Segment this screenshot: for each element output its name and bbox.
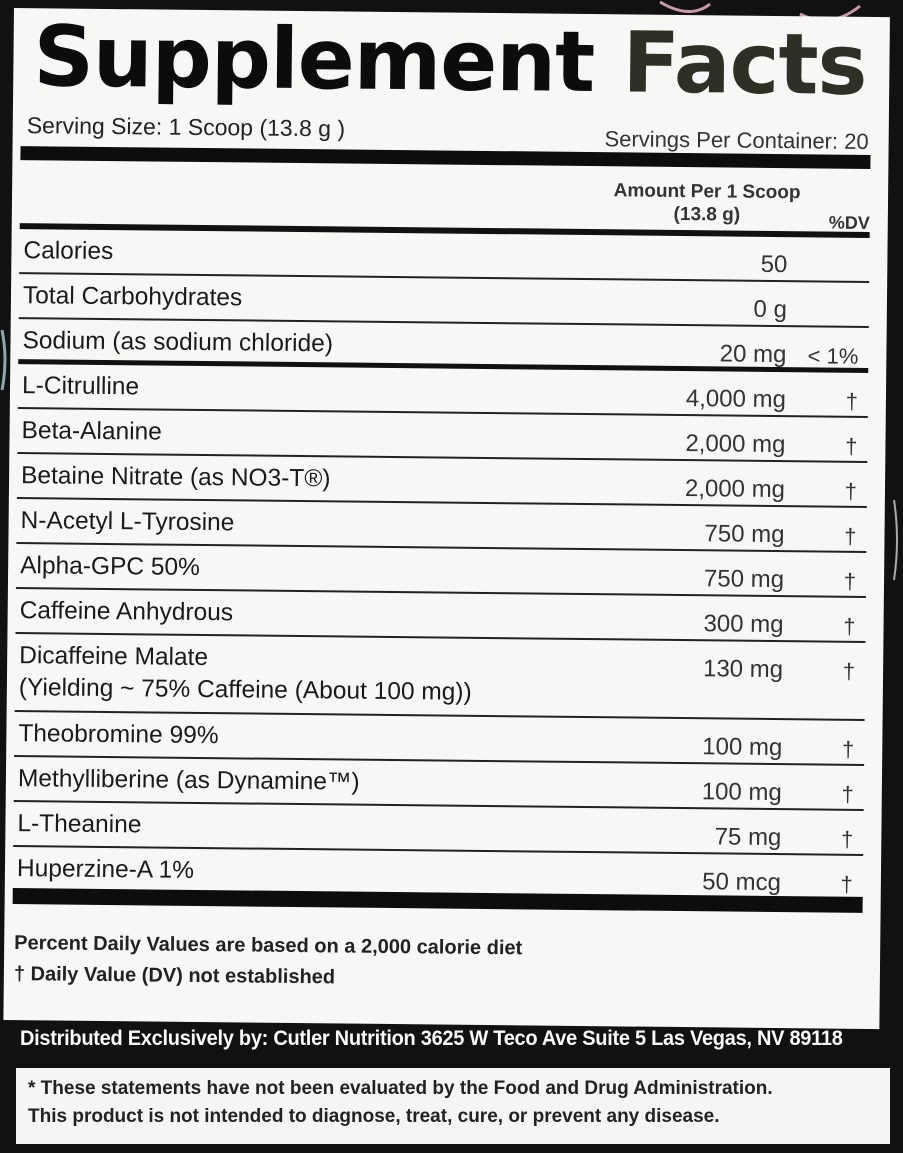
footnote-dagger: † Daily Value (DV) not established [13, 963, 336, 989]
ingredient-amount: 750 mg [704, 520, 785, 549]
ingredient-amount: 2,000 mg [685, 430, 786, 459]
title-word-supplement: Supplement [32, 7, 595, 112]
ingredient-name: L-Theanine [17, 810, 142, 839]
ingredient-amount: 4,000 mg [685, 385, 787, 414]
ingredient-name: N-Acetyl L-Tyrosine [20, 507, 235, 537]
ingredient-amount: 2,000 mg [684, 475, 786, 504]
ingredient-dv: † [844, 523, 857, 549]
header-amount-per-serving: Amount Per 1 Scoop (13.8 g) [613, 180, 801, 226]
nutrient-name: Sodium (as sodium chloride) [22, 327, 334, 358]
ingredient-amount: 750 mg [703, 565, 785, 594]
supplement-facts-panel [3, 8, 890, 1029]
ingredient-amount: 130 mg [702, 655, 784, 684]
disclaimer-line-2: This product is not intended to diagnose, treat, cure, or prevent any disease. [28, 1106, 720, 1127]
ingredient-name: Betaine Nitrate (as NO3-T®) [20, 462, 331, 493]
title-word-facts: Facts [621, 13, 868, 114]
ingredient-dv: † [845, 433, 858, 459]
ingredient-name-note: (Yielding ~ 75% Caffeine (About 100 mg)) [18, 673, 472, 706]
ingredient-name: Theobromine 99% [18, 720, 219, 750]
serving-size: Serving Size: 1 Scoop (13.8 g ) [26, 112, 346, 142]
ingredient-dv: † [842, 658, 856, 684]
nutrient-name: Total Carbohydrates [22, 282, 243, 312]
ingredient-name: Alpha-GPC 50% [20, 552, 201, 581]
ingredient-dv: † [840, 871, 854, 897]
ingredient-dv: † [845, 388, 859, 414]
ingredient-name: Huperzine-A 1% [16, 855, 195, 884]
nutrient-name: Calories [23, 237, 114, 266]
nutrient-dv: < 1% [807, 343, 859, 369]
ingredient-name: Beta-Alanine [21, 417, 163, 446]
ingredient-dv: † [841, 781, 854, 807]
ingredient-amount: 100 mg [702, 733, 783, 762]
table-row [15, 634, 866, 721]
ingredient-dv: † [843, 568, 857, 594]
fda-disclaimer-panel [16, 1068, 890, 1144]
footnote-daily-values: Percent Daily Values are based on a 2,000 calorie diet [14, 932, 523, 960]
ingredient-dv: † [841, 736, 855, 762]
nutrient-table [13, 229, 870, 901]
header-percent-dv: %DV [828, 212, 870, 233]
ingredient-name-main: Dicaffeine Malate [19, 642, 209, 672]
ingredient-dv: † [840, 826, 854, 852]
ingredient-name: L-Citrulline [21, 372, 140, 401]
disclaimer-line-1: * These statements have not been evaluated by the Food and Drug Administration. [28, 1078, 773, 1099]
servings-per-container: Servings Per Container: 20 [604, 126, 869, 154]
ingredient-amount: 50 mcg [702, 868, 782, 897]
distributor-line: Distributed Exclusively by: Cutler Nutrition 3625 W Teco Ave Suite 5 Las Vegas, NV 89118 [20, 1026, 843, 1050]
ingredient-amount: 100 mg [701, 778, 782, 807]
ingredient-dv: † [844, 478, 858, 504]
ingredient-name: Caffeine Anhydrous [19, 597, 234, 627]
ingredient-amount: 300 mg [703, 610, 784, 639]
ingredient-amount: 75 mg [714, 823, 782, 852]
nutrient-amount: 0 g [753, 295, 788, 324]
nutrient-amount: 20 mg [719, 340, 787, 369]
ingredient-dv: † [843, 613, 856, 639]
nutrient-amount: 50 [760, 250, 788, 279]
ingredient-name [19, 640, 472, 708]
ingredient-name: Methylliberine (as Dynamine™) [17, 765, 360, 796]
supplement-facts-title [32, 7, 868, 114]
